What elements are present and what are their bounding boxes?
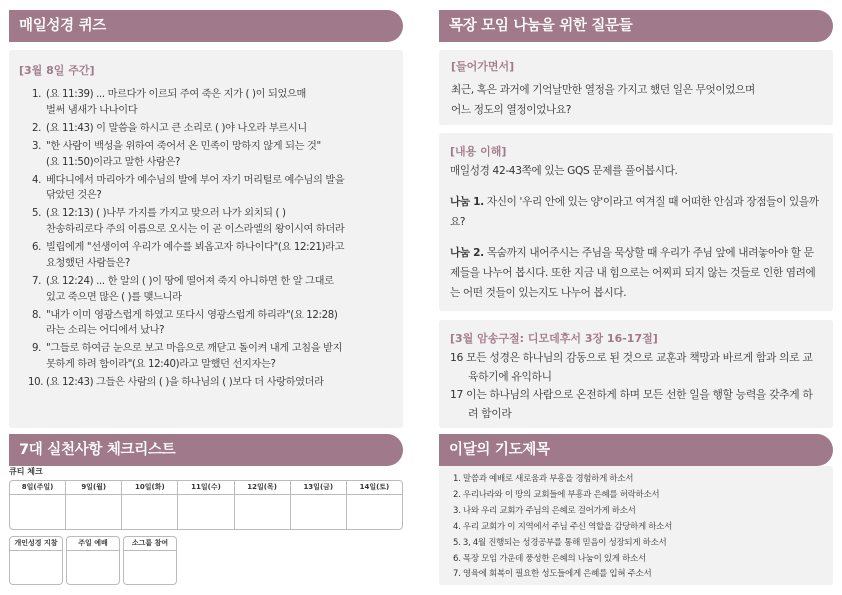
quiz-item: 6. 빌립에게 "선생이여 우리가 예수를 뵈옵고자 하나이다"(요 12:21)라고 요청했던 사람들은? [32,242,345,269]
quiz-item: 10. (요 12:43) 그들은 사람의 ( )을 하나님의 ( )보다 더 사랑하였더라 [28,377,324,389]
verse-line: 17 이는 하나님의 사람으로 온전하게 하며 모든 선한 일을 행할 능력을 갖추게 하려 함이라 [450,388,813,420]
prayer-item: 5. 3, 4월 진행되는 성경공부를 통해 믿음이 성장되게 하소서 [453,537,667,548]
quiz-list [19,87,393,391]
memory-verse-panel [439,320,833,428]
discussion-header: 목장 모임 나눔을 위한 질문들 [439,10,833,42]
intro-line: 최근, 혹은 과거에 기억날만한 열정을 가지고 했던 일은 무엇이었으며 [451,84,755,96]
intro-title: [들어가면서] [451,60,515,73]
day-cell[interactable]: 9일(월) [66,481,122,529]
sunday-worship-box[interactable]: 주일 예배 [66,536,120,585]
prayer-panel [439,466,833,585]
qt-week-table [9,480,403,530]
qt-check-label: 큐티 체크 [9,467,43,476]
quiz-item: 7. (요 12:24) ... 한 알의 ( )이 땅에 떨어져 죽지 아니하면 한 알 그대로 있고 죽으면 많은 ( )를 맺느니라 [32,275,334,303]
prayer-item: 3. 나와 우리 교회가 주님의 은혜로 걸어가게 하소서 [453,505,636,516]
day-cell[interactable]: 13일(금) [291,481,347,529]
prayer-header: 이달의 기도제목 [439,434,833,466]
day-cell[interactable]: 12일(목) [235,481,291,529]
verse-line: 16 모든 성경은 하나님의 감동으로 된 것으로 교훈과 책망과 바르게 함과 의로 교육하기에 유익하니 [450,351,813,383]
quiz-item: 9. "그들로 하여금 눈으로 보고 마음으로 깨닫고 돌이켜 내게 고침을 받지 못하게 하려 함이라"(요 12:40)라고 말했던 선지자는? [32,343,343,371]
understanding-title: [내용 이해] [450,145,507,158]
share-question-1: 나눔 1. 자신이 '우리 안에 있는 양'이라고 여겨질 때 어떠한 안심과 장점들이 있을까요? [450,196,819,228]
quiz-item: 4. 베다니에서 마리아가 예수님의 발에 부어 자기 머리털로 예수님의 발을 닦았던 것은? [32,174,345,202]
quiz-header: 매일성경 퀴즈 [9,10,403,42]
share-question-2: 나눔 2. 목숨까지 내어주시는 주님을 묵상할 때 우리가 주님 앞에 내려놓아야 할 문제들을 나누어 봅시다. 또한 지금 내 힘으로는 어찌피 되지 않는 것들로 인한 염려에는 어떤 것들이 있는지도 나누어 봅시다. [450,247,816,299]
understanding-panel [439,133,833,311]
prayer-list [449,472,823,583]
bible-carry-box[interactable]: 개인성경 지참 [9,536,63,585]
quiz-panel [9,50,403,428]
quiz-item: 2. (요 11:43) 이 말씀을 하시고 큰 소리로 ( )야 나오라 부르시니 [32,122,307,134]
quiz-item: 8. "내가 이미 영광스럽게 하였고 또다시 영광스럽게 하리라"(요 12:28) 라는 소리는 어디에서 났나? [32,309,338,337]
prayer-item: 7. 영육에 회복이 필요한 성도들에게 은혜를 입혀 주소서 [453,569,652,580]
small-group-box[interactable]: 소그룹 참여 [123,536,177,585]
intro-panel [439,50,833,125]
prayer-item: 6. 목장 모임 가운데 풍성한 은혜의 나눔이 있게 하소서 [453,553,646,564]
quiz-item: 3. "한 사람이 백성을 위하여 죽어서 온 민족이 망하지 않게 되는 것" (요 11:50)이라고 말한 사람은? [32,140,321,168]
prayer-item: 1. 말씀과 예배로 새로움과 부흥을 경험하게 하소서 [453,474,634,484]
understanding-line: 매일성경 42-43쪽에 있는 GQS 문제를 풀어봅시다. [450,165,678,177]
quiz-item: 5. (요 12:13) ( )나무 가지를 가지고 맞으러 나가 외치되 ( ) 찬송하리로다 주의 이름으로 오시는 이 곧 이스라엘의 왕이시여 하더라 [32,208,345,236]
quiz-week-label: [3월 8일 주간] [19,64,95,77]
intro-line: 어느 정도의 열정이었나요? [451,104,572,116]
checklist-header: 7대 실천사항 체크리스트 [9,434,403,466]
day-cell[interactable]: 14일(토) [347,481,402,529]
day-cell[interactable]: 10일(화) [122,481,178,529]
prayer-item: 2. 우리나라와 이 땅의 교회들에 부흥과 은혜를 허락하소서 [453,489,660,500]
day-cell[interactable]: 8일(주일) [10,481,66,529]
prayer-item: 4. 우리 교회가 이 지역에서 주님 주신 역할을 감당하게 하소서 [453,521,672,532]
memory-verse-title: [3월 암송구절: 디모데후서 3장 16-17절] [450,332,658,345]
quiz-item: 1. (요 11:39) ... 마르다가 이르되 주여 죽은 지가 ( )이 되었으매 벌써 냄새가 나나이다 [32,89,306,116]
day-cell[interactable]: 11일(수) [178,481,234,529]
